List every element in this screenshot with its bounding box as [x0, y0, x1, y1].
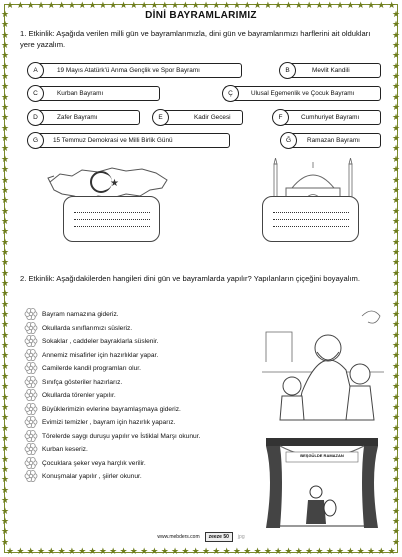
border-star-icon: ★	[1, 298, 10, 309]
flower-icon[interactable]	[24, 307, 38, 321]
border-star-icon: ★	[1, 308, 10, 319]
border-star-icon: ★	[1, 340, 10, 350]
border-star-icon: ★	[1, 277, 10, 288]
activity-item	[42, 443, 272, 457]
border-star-icon: ★	[392, 236, 401, 247]
item-box-d	[30, 110, 140, 125]
border-star-icon: ★	[392, 267, 401, 278]
activity-item	[42, 349, 272, 363]
border-star-icon: ★	[392, 112, 401, 123]
border-star-icon: ★	[1, 195, 10, 206]
border-star-icon: ★	[1, 50, 10, 61]
border-star-icon: ★	[294, 547, 303, 556]
border-star-icon: ★	[1, 505, 10, 516]
letter-circle-a: A	[27, 62, 44, 79]
border-star-icon: ★	[1, 536, 10, 547]
border-star-icon: ★	[315, 1, 324, 10]
border-star-icon: ★	[150, 1, 159, 10]
border-star-icon: ★	[346, 1, 355, 10]
border-star-icon: ★	[98, 547, 107, 556]
border-star-icon: ★	[392, 277, 401, 288]
item-label: Kurban Bayramı	[57, 90, 104, 97]
activity-item	[42, 335, 272, 349]
border-star-icon: ★	[392, 474, 401, 485]
border-star-icon: ★	[336, 547, 345, 556]
border-star-icon: ★	[181, 1, 190, 10]
item-box-g	[30, 133, 230, 148]
border-star-icon: ★	[232, 547, 241, 556]
border-star-icon: ★	[1, 40, 10, 51]
border-star-icon: ★	[171, 547, 180, 556]
border-star-icon: ★	[1, 102, 10, 113]
border-star-icon: ★	[243, 547, 252, 556]
item-label: Cumhuriyet Bayramı	[301, 114, 360, 121]
banner-text: BEŞGÜLDE RAMAZAN	[300, 453, 344, 458]
border-star-icon: ★	[392, 246, 401, 257]
border-star-icon: ★	[392, 164, 401, 175]
border-star-icon: ★	[160, 1, 169, 10]
border-star-icon: ★	[1, 184, 10, 195]
border-star-icon: ★	[356, 1, 365, 10]
flower-icon[interactable]	[24, 442, 38, 456]
flower-icon[interactable]	[24, 321, 38, 335]
activity-item-text: Törelerde saygı duruşu yapılır ve İstiklal Marşı okunur.	[42, 432, 201, 440]
border-star-icon: ★	[160, 547, 169, 556]
border-star-icon: ★	[36, 547, 46, 556]
border-star-icon: ★	[16, 547, 25, 556]
letter-circle-d: D	[27, 109, 44, 126]
border-star-icon: ★	[387, 1, 396, 10]
border-star-icon: ★	[1, 174, 10, 185]
flower-icon[interactable]	[24, 402, 38, 416]
border-star-icon: ★	[1, 81, 10, 92]
border-star-icon: ★	[1, 112, 10, 123]
item-box-f	[275, 110, 381, 125]
flower-icon[interactable]	[24, 429, 38, 443]
border-star-icon: ★	[6, 547, 15, 556]
border-star-icon: ★	[392, 226, 401, 237]
border-star-icon: ★	[305, 547, 314, 556]
border-star-icon: ★	[1, 19, 10, 30]
border-star-icon: ★	[274, 1, 283, 10]
border-star-icon: ★	[1, 143, 10, 154]
border-star-icon: ★	[346, 547, 355, 556]
border-star-icon: ★	[1, 60, 10, 71]
border-star-icon: ★	[392, 495, 401, 506]
activity-item	[42, 403, 272, 417]
border-star-icon: ★	[392, 288, 401, 299]
border-star-icon: ★	[1, 412, 10, 423]
border-star-icon: ★	[392, 298, 401, 309]
border-star-icon: ★	[377, 547, 386, 556]
border-star-icon: ★	[392, 184, 401, 195]
border-star-icon: ★	[392, 329, 401, 340]
border-star-icon: ★	[222, 1, 231, 10]
border-star-icon: ★	[181, 547, 190, 556]
border-star-icon: ★	[140, 547, 149, 556]
border-star-icon: ★	[392, 515, 401, 526]
border-star-icon: ★	[392, 402, 401, 413]
border-star-icon: ★	[1, 164, 10, 175]
item-box-g-breve	[284, 133, 381, 148]
border-star-icon: ★	[392, 319, 401, 330]
border-star-icon: ★	[392, 91, 401, 102]
border-star-icon: ★	[274, 547, 283, 556]
flower-icon[interactable]	[24, 388, 38, 402]
star-border-right	[392, 10, 401, 547]
border-star-icon: ★	[47, 547, 56, 556]
border-star-icon: ★	[57, 1, 66, 10]
border-star-icon: ★	[212, 1, 221, 10]
border-star-icon: ★	[392, 133, 401, 144]
border-star-icon: ★	[1, 10, 10, 19]
flower-icon[interactable]	[24, 456, 38, 470]
border-star-icon: ★	[191, 547, 200, 556]
activity-item	[42, 430, 272, 444]
flower-icon[interactable]	[24, 469, 38, 483]
border-star-icon: ★	[1, 360, 10, 371]
border-star-icon: ★	[119, 547, 128, 556]
border-star-icon: ★	[366, 1, 376, 10]
item-label: Ramazan Bayramı	[307, 137, 360, 144]
border-star-icon: ★	[67, 547, 76, 556]
border-star-icon: ★	[1, 433, 10, 444]
footer-mark: jpg	[237, 534, 245, 540]
border-star-icon: ★	[1, 526, 10, 537]
border-star-icon: ★	[392, 10, 401, 19]
border-star-icon: ★	[263, 547, 272, 556]
activity-item-text: Okullarda sınıflarımızı süsleriz.	[42, 324, 133, 332]
border-star-icon: ★	[201, 1, 211, 10]
border-star-icon: ★	[1, 515, 10, 526]
item-box-c	[30, 86, 160, 101]
border-star-icon: ★	[356, 547, 365, 556]
border-star-icon: ★	[377, 1, 386, 10]
border-star-icon: ★	[392, 174, 401, 185]
border-star-icon: ★	[109, 547, 118, 556]
border-star-icon: ★	[1, 422, 10, 433]
border-star-icon: ★	[392, 526, 401, 537]
answer-box-religious[interactable]	[262, 196, 359, 242]
border-star-icon: ★	[1, 133, 10, 144]
flower-icon[interactable]	[24, 361, 38, 375]
border-star-icon: ★	[325, 547, 334, 556]
border-star-icon: ★	[78, 547, 87, 556]
border-star-icon: ★	[392, 50, 401, 61]
border-star-icon: ★	[1, 402, 10, 413]
activity-item-text: Annemiz misafirler için hazırlıklar yapar.	[42, 351, 159, 359]
letter-circle-g-breve: Ğ	[280, 132, 297, 149]
item-label: Mevlit Kandili	[312, 67, 350, 74]
border-star-icon: ★	[392, 215, 401, 226]
letter-circle-e: E	[152, 109, 169, 126]
activity-item	[42, 470, 272, 484]
border-star-icon: ★	[243, 1, 252, 10]
flower-icon[interactable]	[24, 348, 38, 362]
letter-circle-c-cedilla: Ç	[222, 85, 239, 102]
item-box-b	[283, 63, 381, 78]
border-star-icon: ★	[1, 153, 10, 164]
flower-icon[interactable]	[24, 334, 38, 348]
border-star-icon: ★	[392, 536, 401, 547]
border-star-icon: ★	[392, 257, 401, 268]
border-star-icon: ★	[392, 308, 401, 319]
activity-item	[42, 457, 272, 471]
border-star-icon: ★	[392, 71, 401, 82]
border-star-icon: ★	[119, 1, 128, 10]
border-star-icon: ★	[1, 464, 10, 475]
border-star-icon: ★	[1, 443, 10, 454]
border-star-icon: ★	[392, 122, 401, 133]
border-star-icon: ★	[392, 484, 401, 495]
border-star-icon: ★	[392, 453, 401, 464]
border-star-icon: ★	[387, 547, 396, 556]
star-border-left	[1, 10, 10, 547]
answer-line	[273, 226, 349, 227]
border-star-icon: ★	[1, 71, 10, 82]
border-star-icon: ★	[294, 1, 303, 10]
border-star-icon: ★	[392, 371, 401, 382]
border-star-icon: ★	[392, 381, 401, 392]
item-label: 15 Temmuz Demokrasi ve Milli Birlik Günü	[53, 137, 173, 144]
activity-item	[42, 362, 272, 376]
border-star-icon: ★	[263, 1, 272, 10]
border-star-icon: ★	[1, 226, 10, 237]
border-star-icon: ★	[88, 547, 97, 556]
border-star-icon: ★	[392, 391, 401, 402]
border-star-icon: ★	[284, 547, 293, 556]
border-star-icon: ★	[98, 1, 107, 10]
activity-2-instruction: 2. Etkinlik: Aşağıdakilerden hangileri dini gün ve bayramlarda yapılır? Yapılanların çiçeğini boyayalım.	[20, 274, 360, 283]
letter-circle-f: F	[272, 109, 289, 126]
border-star-icon: ★	[1, 246, 10, 257]
letter-circle-b: B	[279, 62, 296, 79]
border-star-icon: ★	[392, 433, 401, 444]
border-star-icon: ★	[1, 205, 10, 216]
border-star-icon: ★	[47, 1, 56, 10]
border-star-icon: ★	[1, 288, 10, 299]
border-star-icon: ★	[1, 381, 10, 392]
border-star-icon: ★	[1, 215, 10, 226]
border-star-icon: ★	[232, 1, 241, 10]
border-star-icon: ★	[392, 195, 401, 206]
activity-item	[42, 389, 272, 403]
svg-text:★: ★	[110, 178, 119, 189]
border-star-icon: ★	[305, 1, 314, 10]
border-star-icon: ★	[222, 547, 231, 556]
letter-circle-c: C	[27, 85, 44, 102]
activity-item-text: Evimizi temizler , bayram için hazırlık yaparız.	[42, 419, 176, 427]
family-visit-illustration	[262, 302, 384, 422]
border-star-icon: ★	[392, 505, 401, 516]
border-star-icon: ★	[1, 350, 10, 361]
border-star-icon: ★	[284, 1, 293, 10]
border-star-icon: ★	[1, 329, 10, 340]
activity-item-text: Çocuklara şeker veya harçlık verilir.	[42, 459, 146, 467]
border-star-icon: ★	[67, 1, 76, 10]
border-star-icon: ★	[140, 1, 149, 10]
star-border-top	[6, 1, 396, 10]
border-star-icon: ★	[1, 391, 10, 402]
border-star-icon: ★	[392, 19, 401, 30]
page-title: DİNİ BAYRAMLARIMIZ	[145, 10, 257, 21]
border-star-icon: ★	[392, 443, 401, 454]
activity-1-instruction: 1. Etkinlik: Aşağıda verilen milli gün ve bayramlarımızla, dini gün ve bayramlarımızı harflerini ait oldukları yere yazalım.	[20, 29, 371, 49]
border-star-icon: ★	[1, 267, 10, 278]
border-star-icon: ★	[129, 1, 138, 10]
flower-icon[interactable]	[24, 375, 38, 389]
border-star-icon: ★	[392, 340, 401, 350]
border-star-icon: ★	[150, 547, 159, 556]
border-star-icon: ★	[1, 495, 10, 506]
border-star-icon: ★	[88, 1, 97, 10]
border-star-icon: ★	[1, 122, 10, 133]
stage-curtain-illustration	[266, 438, 378, 528]
answer-line	[74, 212, 150, 213]
activity-item-text: Sınıfça gösteriler hazırlarız.	[42, 378, 123, 386]
border-star-icon: ★	[129, 547, 138, 556]
answer-line	[273, 212, 349, 213]
border-star-icon: ★	[191, 1, 200, 10]
border-star-icon: ★	[325, 1, 334, 10]
activity-item-text: Bayram namazına gideriz.	[42, 311, 119, 319]
border-star-icon: ★	[392, 205, 401, 216]
border-star-icon: ★	[78, 1, 87, 10]
activity-item	[42, 376, 272, 390]
item-label: 19 Mayıs Atatürk'ü Anma Gençlik ve Spor Bayramı	[57, 67, 200, 74]
border-star-icon: ★	[1, 91, 10, 102]
footer-badge: zeeze 50	[205, 532, 233, 542]
border-star-icon: ★	[392, 143, 401, 154]
letter-circle-g: G	[27, 132, 44, 149]
activity-item-text: Camilerde kandil programları olur.	[42, 365, 141, 373]
border-star-icon: ★	[1, 236, 10, 247]
border-star-icon: ★	[1, 29, 10, 40]
border-star-icon: ★	[212, 547, 221, 556]
border-star-icon: ★	[1, 453, 10, 464]
footer	[0, 532, 402, 542]
activity-item-text: Sokaklar , caddeler bayraklarla süslenir.	[42, 338, 159, 346]
item-label: Zafer Bayramı	[57, 114, 98, 121]
footer-site[interactable]: www.mebders.com	[157, 534, 200, 540]
border-star-icon: ★	[1, 484, 10, 495]
border-star-icon: ★	[201, 547, 211, 556]
border-star-icon: ★	[36, 1, 46, 10]
activity-item-text: Büyüklerimizin evlerine bayramlaşmaya gideriz.	[42, 405, 181, 413]
border-star-icon: ★	[392, 360, 401, 371]
activity-item	[42, 322, 272, 336]
border-star-icon: ★	[1, 257, 10, 268]
border-star-icon: ★	[253, 547, 262, 556]
border-star-icon: ★	[392, 81, 401, 92]
answer-box-national[interactable]	[63, 196, 160, 242]
border-star-icon: ★	[253, 1, 262, 10]
flower-icon[interactable]	[24, 415, 38, 429]
border-star-icon: ★	[6, 1, 15, 10]
border-star-icon: ★	[1, 474, 10, 485]
border-star-icon: ★	[26, 1, 35, 10]
activity-list	[42, 308, 272, 484]
border-star-icon: ★	[392, 60, 401, 71]
border-star-icon: ★	[392, 40, 401, 51]
border-star-icon: ★	[392, 464, 401, 475]
item-box-c-cedilla	[224, 86, 381, 101]
item-label: Kadir Gecesi	[194, 114, 231, 121]
border-star-icon: ★	[392, 29, 401, 40]
border-star-icon: ★	[109, 1, 118, 10]
border-star-icon: ★	[392, 153, 401, 164]
item-box-a	[30, 63, 242, 78]
border-star-icon: ★	[392, 412, 401, 423]
activity-item-text: Konuşmalar yapılır , şiirler okunur.	[42, 473, 142, 481]
border-star-icon: ★	[392, 422, 401, 433]
border-star-icon: ★	[315, 547, 324, 556]
border-star-icon: ★	[16, 1, 25, 10]
border-star-icon: ★	[366, 547, 376, 556]
activity-item	[42, 416, 272, 430]
border-star-icon: ★	[171, 1, 180, 10]
star-border-bottom	[6, 547, 396, 556]
answer-line	[74, 226, 150, 227]
border-star-icon: ★	[336, 1, 345, 10]
answer-line	[273, 219, 349, 220]
border-star-icon: ★	[1, 319, 10, 330]
activity-item-text: Okullarda törenler yapılır.	[42, 392, 116, 400]
item-label: Ulusal Egemenlik ve Çocuk Bayramı	[251, 90, 355, 97]
activity-item-text: Kurban keseriz.	[42, 446, 88, 454]
border-star-icon: ★	[1, 371, 10, 382]
border-star-icon: ★	[57, 547, 66, 556]
activity-item	[42, 308, 272, 322]
border-star-icon: ★	[392, 102, 401, 113]
border-star-icon: ★	[392, 350, 401, 361]
answer-line	[74, 219, 150, 220]
border-star-icon: ★	[26, 547, 35, 556]
